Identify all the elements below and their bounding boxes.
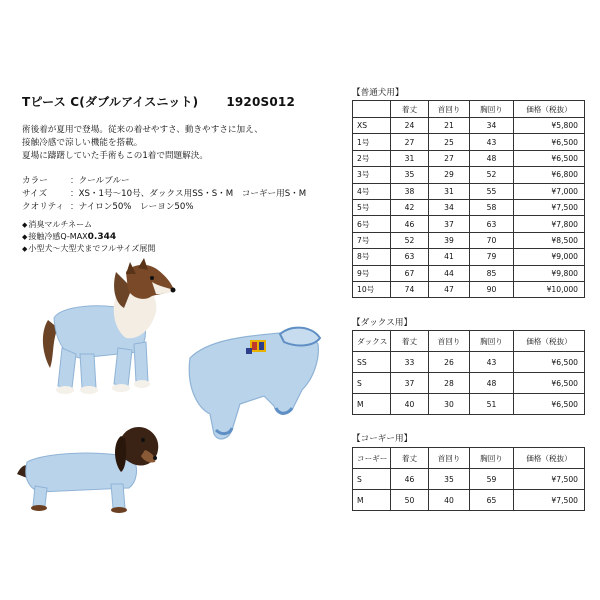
dachshund-photo xyxy=(15,418,165,518)
size-table-dachshund xyxy=(352,330,585,415)
table-row: 6号 46 37 63 ¥7,800 xyxy=(353,216,585,232)
table-row: 2号 31 27 48 ¥6,500 xyxy=(353,150,585,166)
feature-item: ◆ 小型犬～大型犬までフルサイズ展開 xyxy=(22,243,155,255)
table-row: M 40 30 51 ¥6,500 xyxy=(353,394,585,415)
table-row: S 46 35 59 ¥7,500 xyxy=(353,469,585,490)
spec-color: カラー ：クールブルー xyxy=(22,176,130,186)
table-row: 5号 42 34 58 ¥7,500 xyxy=(353,199,585,215)
product-title xyxy=(22,93,295,110)
table-row: M 50 40 65 ¥7,500 xyxy=(353,490,585,511)
table-row: 7号 52 39 70 ¥8,500 xyxy=(353,232,585,248)
table-row: XS 24 21 34 ¥5,800 xyxy=(353,118,585,134)
feature-item: ◆ 消臭マルチネーム xyxy=(22,219,155,231)
product-specs xyxy=(22,175,306,214)
table-title-dachshund: 【ダックス用】 xyxy=(352,318,413,328)
qmax-value: 0.344 xyxy=(87,232,117,242)
product-description xyxy=(22,124,263,163)
table-row: S 37 28 48 ¥6,500 xyxy=(353,373,585,394)
sheltie-photo xyxy=(40,258,180,408)
table-header-row: ダックス 着丈 首回り 胸回り 価格（税抜） xyxy=(353,331,585,352)
table-header-row: 着丈 首回り 胸回り 価格（税抜） xyxy=(353,101,585,118)
garment-flat-photo xyxy=(180,318,330,453)
spec-size: サイズ ：XS・1号～10号、ダックス用SS・S・M コーギー用S・M xyxy=(22,189,307,199)
product-name: Tピース C(ダブルアイスニット) xyxy=(22,95,199,109)
description-line: 術後着が夏用で登場。従来の着せやすさ、動きやすさに加え、 xyxy=(22,125,263,135)
size-table-corgi xyxy=(352,447,585,511)
size-table-regular xyxy=(352,100,585,298)
table-title-corgi: 【コーギー用】 xyxy=(352,434,413,444)
feature-list xyxy=(22,219,155,255)
table-row: 10号 74 47 90 ¥10,000 xyxy=(353,281,585,297)
spec-quality: クオリティ ：ナイロン50% レーヨン50% xyxy=(22,202,194,212)
table-row: 8号 63 41 79 ¥9,000 xyxy=(353,249,585,265)
feature-item: ◆ 接触冷感Q-MAX0.344 xyxy=(22,231,155,243)
table-header-row: コーギー 着丈 首回り 胸回り 価格（税抜） xyxy=(353,448,585,469)
table-row: 4号 38 31 55 ¥7,000 xyxy=(353,183,585,199)
table-row: 3号 35 29 52 ¥6,800 xyxy=(353,167,585,183)
table-row: 1号 27 25 43 ¥6,500 xyxy=(353,134,585,150)
table-row: 9号 67 44 85 ¥9,800 xyxy=(353,265,585,281)
product-code: 1920S012 xyxy=(226,95,296,109)
description-line: 接触冷感で涼しい機能を搭載。 xyxy=(22,138,143,148)
table-row: SS 33 26 43 ¥6,500 xyxy=(353,352,585,373)
description-line: 夏場に躊躇していた手術もこの1着で問題解決。 xyxy=(22,151,208,161)
table-title-regular: 【普通犬用】 xyxy=(352,88,404,98)
